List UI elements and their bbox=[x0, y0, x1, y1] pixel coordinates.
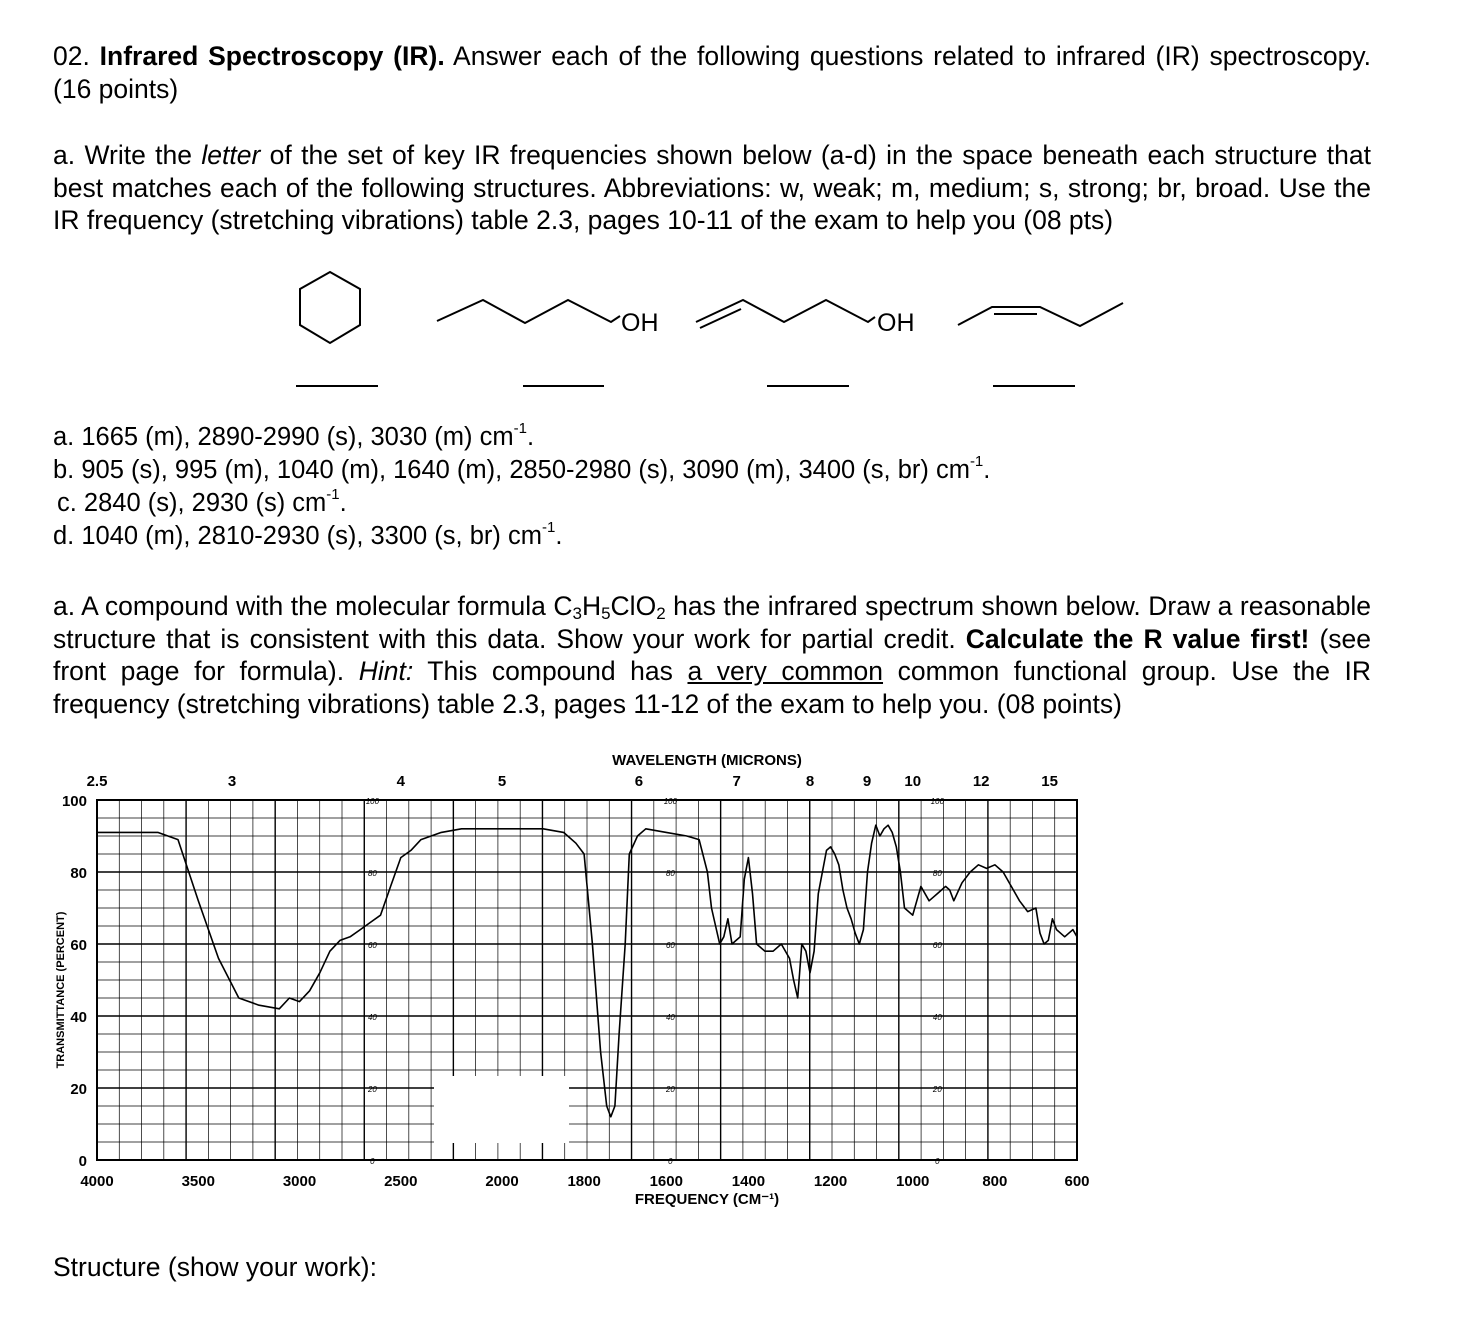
wavelength-tick-label: 15 bbox=[1041, 773, 1058, 790]
y-tick-label: 80 bbox=[70, 865, 87, 882]
option-a-sup: -1 bbox=[513, 420, 527, 437]
inner-scale-mark: 40 bbox=[932, 1013, 942, 1022]
answer-blank-4[interactable] bbox=[993, 385, 1075, 387]
y-tick-label: 0 bbox=[78, 1153, 87, 1170]
frequency-tick-label: 1400 bbox=[731, 1173, 766, 1190]
option-a bbox=[53, 420, 535, 452]
cyclohexane-structure bbox=[300, 272, 360, 343]
wavelength-tick-label: 12 bbox=[972, 773, 990, 790]
calculate-r-emphasis: Calculate the R value first! bbox=[965, 623, 1310, 654]
inner-scale-mark: 0 bbox=[935, 1157, 940, 1166]
answer-blank-2[interactable] bbox=[523, 385, 604, 387]
frequency-tick-label: 2500 bbox=[384, 1173, 418, 1190]
formula-sub-2: 5 bbox=[601, 604, 611, 623]
wavelength-tick-label: 10 bbox=[904, 773, 922, 790]
option-b-text: b. 905 (s), 995 (m), 1040 (m), 1640 (m), 2850-2980 (s), 3090 (m), 3400 (s, br) cm bbox=[53, 456, 970, 484]
x-axis-label: FREQUENCY (CM⁻¹) bbox=[634, 1191, 780, 1208]
hexene-structure bbox=[958, 303, 1123, 326]
chart-title: WAVELENGTH (MICRONS) bbox=[612, 752, 802, 769]
part-b-text-3: ClO bbox=[610, 591, 657, 621]
answer-blank-3[interactable] bbox=[767, 385, 849, 387]
frequency-tick-label: 2000 bbox=[485, 1173, 519, 1190]
frequency-tick-label: 1000 bbox=[896, 1173, 930, 1190]
frequency-tick-label: 3500 bbox=[181, 1173, 215, 1190]
y-tick-label: 60 bbox=[70, 937, 87, 954]
inner-scale-mark: 60 bbox=[932, 941, 942, 950]
inner-scale-mark: 100 bbox=[365, 797, 380, 806]
question-number: 02. bbox=[53, 41, 90, 71]
structures-drawing bbox=[0, 0, 1481, 420]
frequency-tick-label: 600 bbox=[1064, 1173, 1090, 1190]
wavelength-tick-label: 5 bbox=[497, 773, 507, 790]
inner-scale-mark: 60 bbox=[665, 941, 675, 950]
answer-blank-1[interactable] bbox=[296, 385, 378, 387]
inner-scale-mark: 40 bbox=[367, 1013, 377, 1022]
option-d-end: . bbox=[555, 522, 563, 550]
y-tick-label: 100 bbox=[61, 793, 87, 810]
hint-label: Hint: bbox=[358, 656, 414, 686]
part-b-text-1: a. A compound with the molecular formula C bbox=[53, 591, 573, 621]
option-b bbox=[53, 453, 991, 485]
wavelength-tick-label: 4 bbox=[396, 773, 405, 790]
inner-scale-mark: 0 bbox=[370, 1157, 375, 1166]
wavelength-tick-label: 3 bbox=[227, 773, 237, 790]
option-a-text: a. 1665 (m), 2890-2990 (s), 3030 (m) cm bbox=[53, 423, 514, 451]
part-a-text-2: of the set of key IR frequencies shown below (a-d) in the space beneath each structure that best matches each of the following structures. Abbreviations: w, weak; m, medium; s, strong; br, broad. Use the IR frequency (stretching vibrations) table 2.3, pages 10-11 of the exam to help you (08 pts) bbox=[53, 140, 1371, 235]
inner-scale-mark: 100 bbox=[930, 797, 945, 806]
inner-scale-mark: 0 bbox=[668, 1157, 673, 1166]
option-b-sup: -1 bbox=[969, 453, 984, 470]
y-tick-label: 40 bbox=[70, 1009, 87, 1026]
option-b-end: . bbox=[983, 456, 991, 484]
option-c-sup: -1 bbox=[326, 486, 340, 503]
part-b-text-5: (see front page for formula). bbox=[53, 623, 1371, 686]
part-a-text-1: Write the bbox=[84, 140, 193, 170]
formula-sub-3: 2 bbox=[656, 604, 666, 623]
frequency-tick-label: 1800 bbox=[567, 1173, 601, 1190]
inner-scale-mark: 80 bbox=[665, 869, 675, 878]
part-a-label: a. bbox=[53, 140, 76, 170]
oh-label-1: OH bbox=[621, 309, 659, 337]
double-bond-1 bbox=[700, 309, 741, 328]
inner-scale-mark: 100 bbox=[663, 797, 678, 806]
hexenol-structure bbox=[696, 300, 875, 322]
part-b-text-2: H bbox=[581, 591, 602, 621]
underlined-phrase: a very common bbox=[687, 656, 884, 686]
erased-patch bbox=[434, 1076, 569, 1143]
ir-spectrum-chart bbox=[52, 748, 1102, 1228]
formula-sub-1: 3 bbox=[572, 604, 582, 623]
wavelength-tick-label: 6 bbox=[634, 773, 644, 790]
frequency-tick-label: 800 bbox=[982, 1173, 1008, 1190]
wavelength-tick-label: 9 bbox=[862, 773, 872, 790]
question-intro: Answer each of the following questions related to infrared (IR) spectroscopy. (16 points) bbox=[53, 41, 1371, 104]
option-c bbox=[57, 486, 347, 518]
option-d-sup: -1 bbox=[541, 519, 556, 536]
wavelength-tick-label: 8 bbox=[805, 773, 815, 790]
frequency-tick-label: 4000 bbox=[80, 1173, 114, 1190]
option-a-end: . bbox=[526, 423, 535, 451]
hexanol-structure bbox=[437, 300, 620, 323]
option-d-text: d. 1040 (m), 2810-2930 (s), 3300 (s, br) cm bbox=[53, 522, 542, 550]
letter-word: letter bbox=[201, 140, 261, 170]
y-tick-label: 20 bbox=[70, 1081, 87, 1098]
question-title: Infrared Spectroscopy (IR). bbox=[99, 41, 445, 71]
structure-work-label: Structure (show your work): bbox=[53, 1252, 377, 1282]
part-b-text-4: has the infrared spectrum shown below. Draw a reasonable structure that is consistent with this data. Show your work for partial credit. bbox=[53, 591, 1372, 654]
wavelength-tick-label: 2.5 bbox=[86, 773, 108, 790]
part-b-text-7: common functional group. Use the IR frequency (stretching vibrations) table 2.3, pages 11-12 of the exam to help you. (08 points) bbox=[53, 656, 1371, 719]
inner-scale-mark: 60 bbox=[367, 941, 377, 950]
option-c-text: c. 2840 (s), 2930 (s) cm bbox=[57, 489, 327, 517]
option-c-end: . bbox=[339, 489, 347, 517]
frequency-tick-label: 1600 bbox=[649, 1173, 683, 1190]
inner-scale-mark: 40 bbox=[665, 1013, 675, 1022]
inner-scale-mark: 20 bbox=[665, 1085, 675, 1094]
wavelength-tick-label: 7 bbox=[732, 773, 741, 790]
frequency-tick-label: 1200 bbox=[813, 1173, 848, 1190]
y-axis-label: TRANSMITTANCE (PERCENT) bbox=[55, 911, 67, 1069]
inner-scale-mark: 80 bbox=[367, 869, 377, 878]
inner-scale-mark: 20 bbox=[932, 1085, 942, 1094]
frequency-tick-label: 3000 bbox=[282, 1173, 317, 1190]
option-d bbox=[53, 519, 563, 551]
part-b-text-6: This compound has bbox=[427, 656, 673, 686]
oh-label-2: OH bbox=[877, 309, 915, 337]
inner-scale-mark: 80 bbox=[932, 869, 942, 878]
part-b-instructions bbox=[53, 590, 1371, 720]
inner-scale-mark: 20 bbox=[367, 1085, 377, 1094]
